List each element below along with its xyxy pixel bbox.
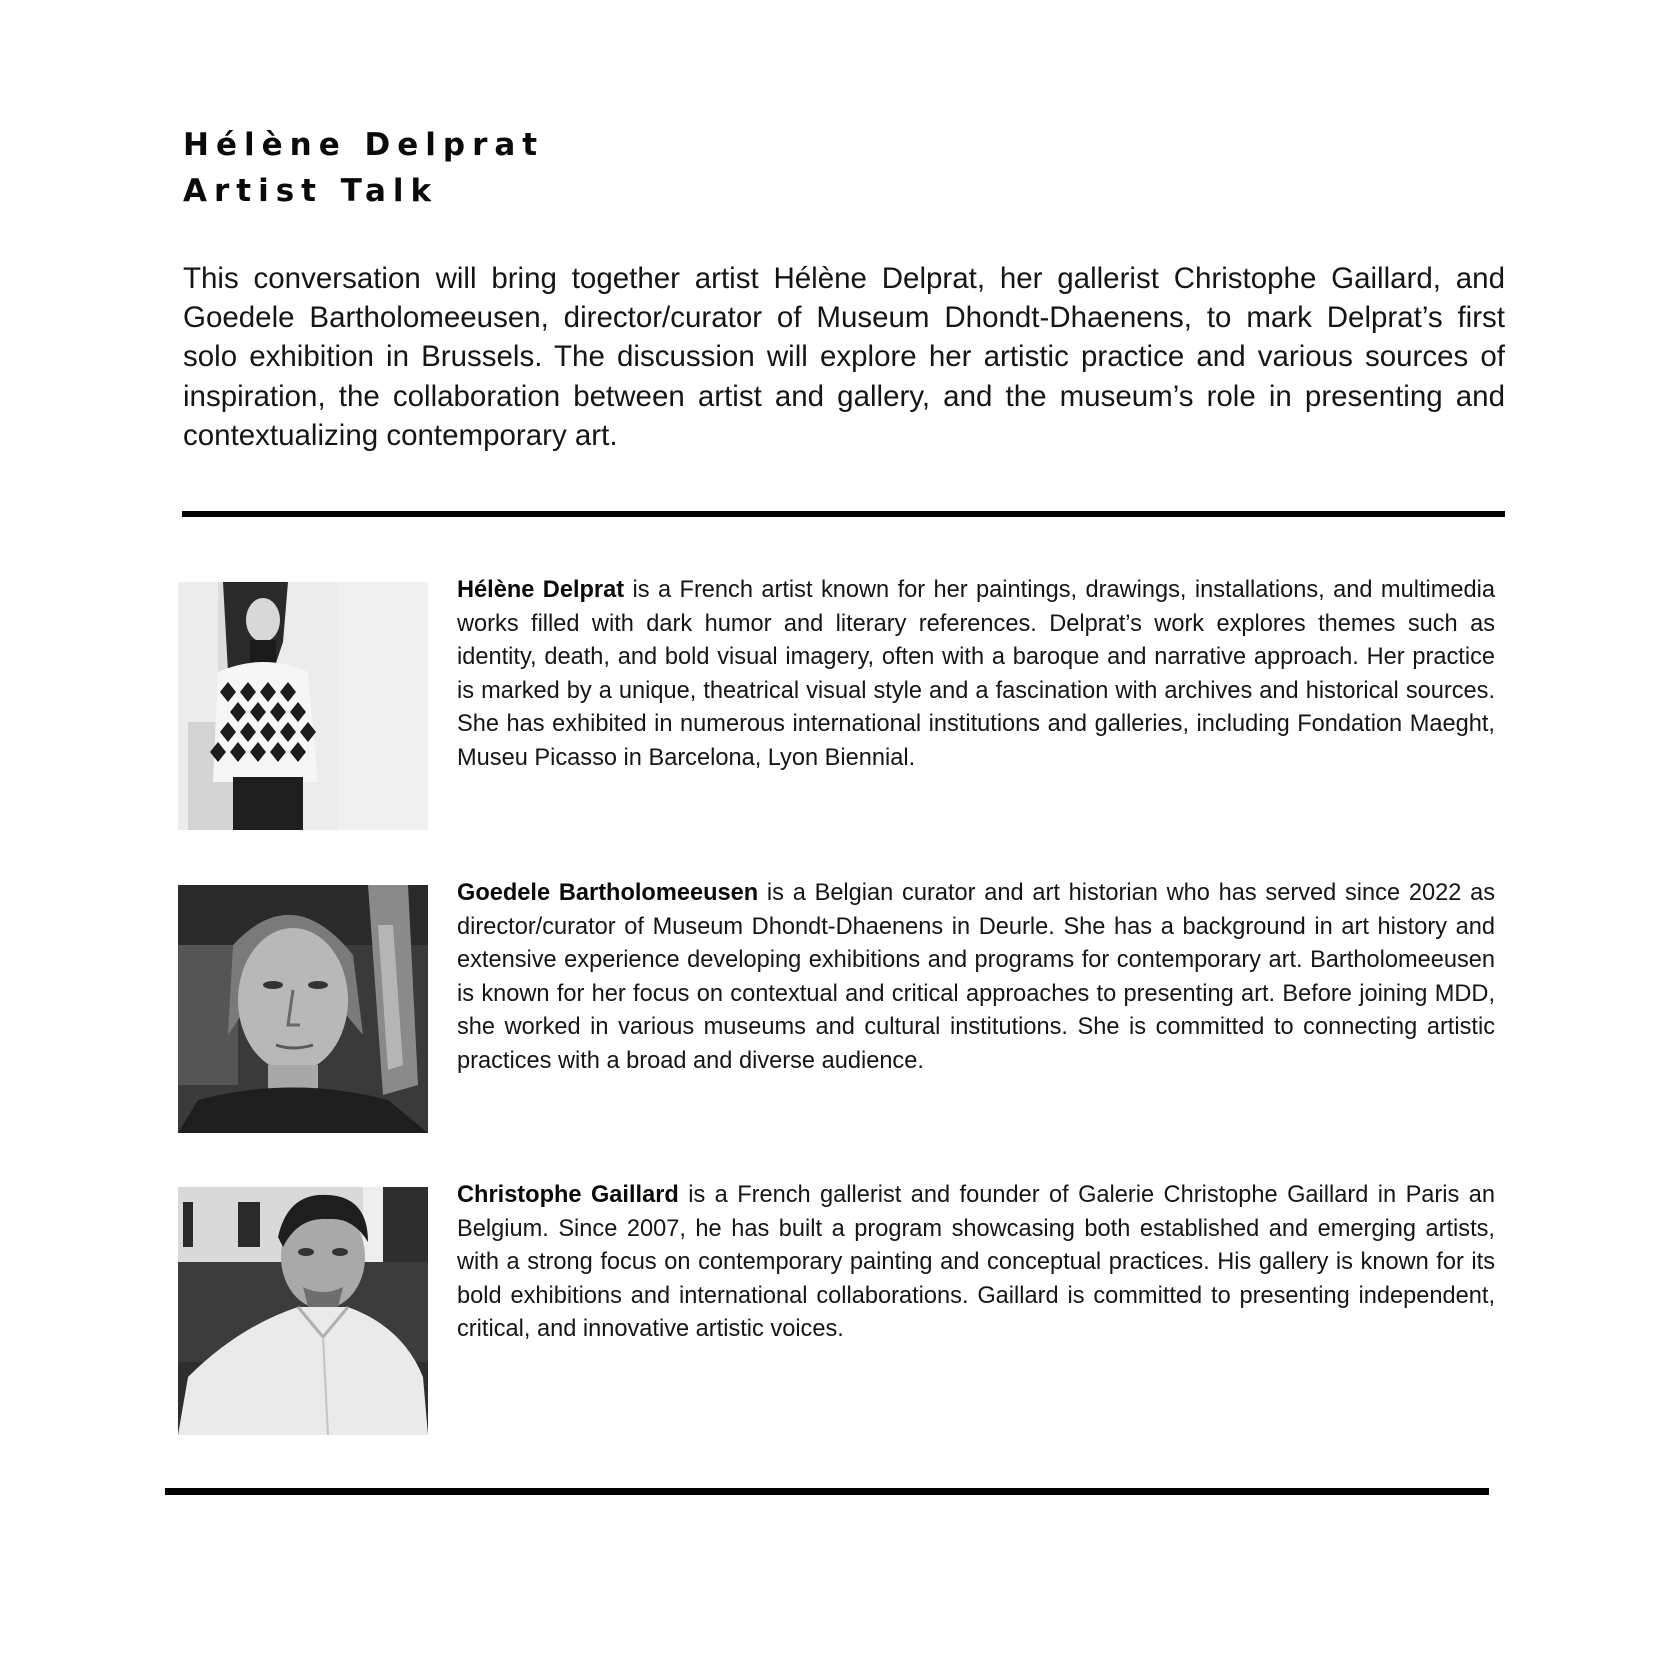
speaker-description: is a French gallerist and founder of Galerie Christophe Gaillard in Paris an Belgium. Since 2007, he has built a program showcasing both established and emerging artists, with a strong focus on contemporary painting and conceptual practices. His gallery is known for its bold exhibitions and international collaborations. Gaillard is committed to presenting independent, critical, and innovative artistic voices. <box>457 1182 1495 1343</box>
title-artist-name: Hélène Delprat <box>183 127 545 163</box>
title-event-type: Artist Talk <box>183 173 439 209</box>
speaker-name: Christophe Gaillard <box>457 1182 679 1208</box>
speaker-bio-text <box>457 877 1495 1079</box>
portrait-photo-delprat <box>178 582 428 830</box>
portrait-photo-bartholomeeusen <box>178 885 428 1133</box>
page-title <box>183 122 544 214</box>
portrait-photo-gaillard <box>178 1187 428 1435</box>
speaker-bio-text <box>457 574 1495 776</box>
intro-paragraph: This conversation will bring together artist Hélène Delprat, her gallerist Christophe Gaillard, and Goedele Bartholomeeusen, director/curator of Museum Dhondt-Dhaenens, to mark Delprat’s first solo exhibition in Brussels. The discussion will explore her artistic practice and various sources of inspiration, the collaboration between artist and gallery, and the museum’s role in presenting and contextualizing contemporary art. <box>183 262 1505 452</box>
bottom-divider <box>165 1488 1489 1495</box>
speaker-description: is a Belgian curator and art historian who has served since 2022 as director/curator of Museum Dhondt-Dhaenens in Deurle. She has a background in art history and extensive experience developing exhibitions and programs for contemporary art. Bartholomeeusen is known for her focus on contextual and critical approaches to presenting art. Before joining MDD, she worked in various museums and cultural institutions. She is committed to connecting artistic practices with a broad and diverse audience. <box>457 880 1495 1074</box>
speaker-name: Goedele Bartholomeeusen <box>457 880 759 906</box>
speaker-description: is a French artist known for her paintings, drawings, installations, and multimedia works filled with dark humor and literary references. Delprat’s work explores themes such as identity, death, and bold visual imagery, often with a baroque and narrative approach. Her practice is marked by a unique, theatrical visual style and a fascination with archives and historical sources. She has exhibited in numerous international institutions and galleries, including Fondation Maeght, Museu Picasso in Barcelona, Lyon Biennial. <box>457 577 1496 771</box>
top-divider <box>182 511 1505 517</box>
speaker-name: Hélène Delprat <box>457 577 625 603</box>
speaker-bio-text <box>457 1179 1495 1347</box>
